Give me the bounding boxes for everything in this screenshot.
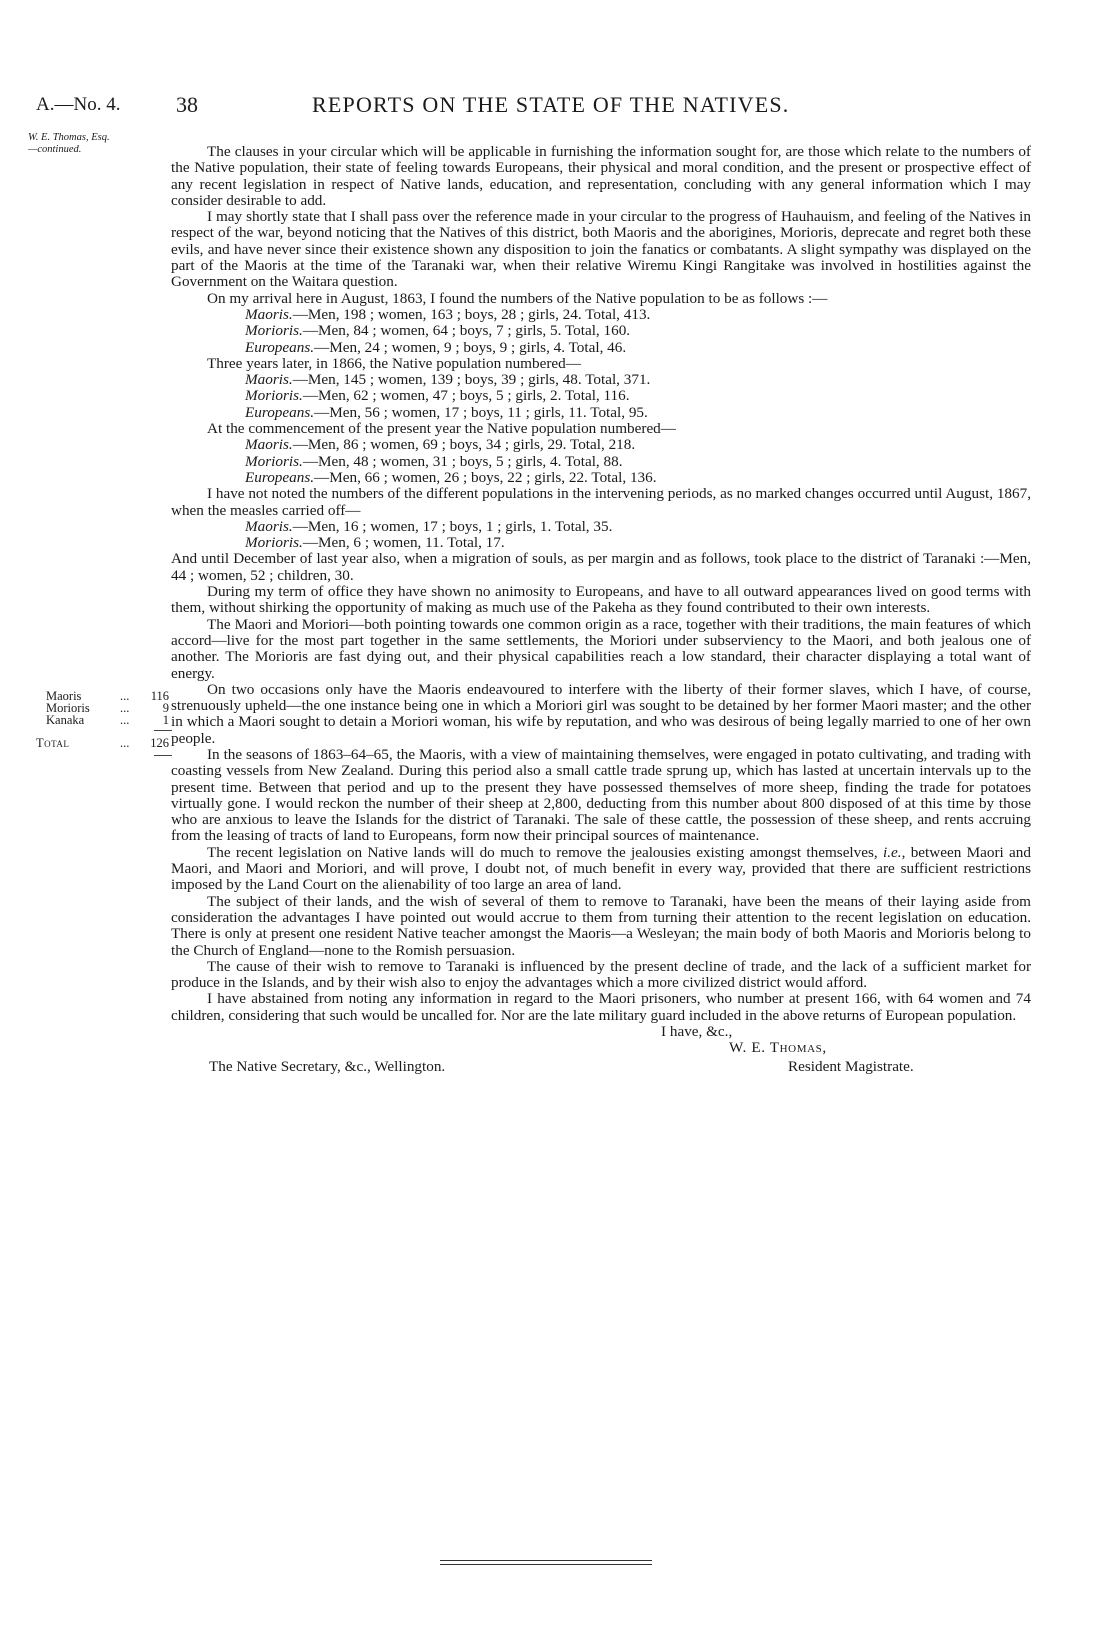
population-line [171, 388, 1031, 404]
margin-row [36, 714, 171, 726]
page-title: REPORTS ON THE STATE OF THE NATIVES. [312, 92, 790, 117]
population-label: Maoris. [245, 436, 293, 454]
paragraph: The Maori and Moriori—both pointing towards one common origin as a race, together with their traditions, the main features of which accord—live for the most part together in the same settlements, the Moriori under subserviency to the Maori, and both jealous one of another. The Morioris are fast dying out, and their physical capabilities reach a low standard, their character displaying a total want of energy. [171, 615, 1031, 682]
paragraph-text: The recent legislation on Native lands will do much to remove the jealousies existing amongst themselves, [207, 843, 884, 861]
population-label: Maoris. [245, 371, 293, 389]
end-rule [440, 1564, 652, 1565]
paragraph: The subject of their lands, and the wish of several of them to remove to Taranaki, have been the means of their laying aside from consideration the advantages I have pointed out would accrue to them from turning their attention to the recent legislation on education. There is only at present one resident Native teacher amongst the Maoris—a Wesleyan; the main body of both Maoris and Morioris belong to the Church of England—none to the Romish persuasion. [171, 892, 1031, 959]
population-line [171, 535, 1031, 551]
addressee: The Native Secretary, &c., Wellington. [209, 1058, 446, 1076]
population-label: Morioris. [245, 387, 303, 405]
population-figures: —Men, 56 ; women, 17 ; boys, 11 ; girls, 11. Total, 95. [314, 403, 648, 421]
paragraph: And until December of last year also, when a migration of souls, as per margin and as follows, took place to the district of Taranaki :—Men, 44 ; women, 52 ; children, 30. [171, 550, 1031, 584]
margin-total-label: Total [36, 736, 70, 750]
population-figures: —Men, 6 ; women, 11. Total, 17. [302, 534, 505, 552]
page-number: 38 [176, 92, 198, 117]
paragraph: On my arrival here in August, 1863, I found the numbers of the Native population to be as follows :— [207, 289, 828, 307]
paragraph: Three years later, in 1866, the Native population numbered— [207, 354, 581, 372]
population-label: Europeans. [245, 338, 315, 356]
margin-migration-table [36, 690, 171, 750]
margin-sum-rule [154, 730, 172, 731]
margin-total-row [36, 736, 171, 750]
population-label: Europeans. [245, 468, 315, 486]
margin-total-value: 126 [150, 736, 169, 750]
margin-row-value: 1 [162, 713, 169, 727]
paragraph: I have abstained from noting any information in regard to the Maori prisoners, who number at present 166, with 64 women and 74 children, considering that such would be uncalled for. Nor are the late military guard included in the above returns of European population. [171, 990, 1031, 1024]
population-label: Morioris. [245, 322, 303, 340]
population-label: Europeans. [245, 403, 315, 421]
population-figures: —Men, 198 ; women, 163 ; boys, 28 ; girls, 24. Total, 413. [292, 305, 651, 323]
paragraph: In the seasons of 1863–64–65, the Maoris, with a view of maintaining themselves, were engaged in potato cultivating, and trading with coasting vessels from New Zealand. During this period also a small cattle trade sprung up, which has lasted at uncertain intervals up to the present time. Between that period and up to the present they have possessed themselves of more sheep, finding the trade for potatoes virtually gone. I would reckon the number of their sheep at 2,800, deducting from this number about 800 disposed of at this time by those who are anxious to leave the Islands for the district of Taranaki. The sale of these cattle, the possession of these sheep, and rents accruing from the leasing of tracts of land to Europeans, form now their principal sources of maintenance. [171, 745, 1031, 845]
author-name: W. E. Thomas, Esq. [28, 132, 110, 143]
population-figures: —Men, 145 ; women, 139 ; boys, 39 ; girls, 48. Total, 371. [292, 371, 651, 389]
paragraph-text: , between Maori and Maori, and Maori and Moriori, and will prove, I doubt not, of much benefit in every way, provided that there are sufficient restrictions imposed by the Land Court on the alienability of too large an area of land. [171, 843, 1031, 894]
margin-total-dots: ... [120, 736, 130, 750]
margin-row-value: 9 [162, 701, 169, 715]
population-label: Maoris. [245, 305, 293, 323]
signatory-title: Resident Magistrate. [788, 1058, 914, 1076]
paragraph: The cause of their wish to remove to Taranaki is influenced by the present decline of trade, and the lack of a sufficient market for produce in the Islands, and by their wish also to enjoy the advantages which a more civilized district would afford. [171, 957, 1031, 992]
population-figures: —Men, 86 ; women, 69 ; boys, 34 ; girls, 29. Total, 218. [292, 436, 636, 454]
population-line [171, 372, 1031, 388]
end-rule [440, 1560, 652, 1561]
population-figures: —Men, 84 ; women, 64 ; boys, 7 ; girls, 5. Total, 160. [302, 322, 631, 340]
population-line [171, 519, 1031, 535]
paragraph-italic: i.e. [883, 843, 902, 861]
paragraph: I have not noted the numbers of the different populations in the intervening periods, as no marked changes occurred until August, 1867, when the measles carried off— [171, 485, 1031, 519]
population-figures: —Men, 62 ; women, 47 ; boys, 5 ; girls, 2. Total, 116. [302, 387, 630, 405]
margin-row-name: Morioris [46, 701, 90, 715]
paragraph [171, 845, 1031, 894]
population-figures: —Men, 48 ; women, 31 ; boys, 5 ; girls, 4. Total, 88. [302, 452, 623, 470]
margin-row-dots: ... [120, 713, 130, 727]
continued-note: —continued. [28, 144, 82, 155]
population-line [171, 340, 1031, 356]
margin-row-name: Kanaka [46, 713, 85, 727]
population-line [171, 323, 1031, 339]
population-figures: —Men, 66 ; women, 26 ; boys, 22 ; girls, 22. Total, 136. [314, 468, 657, 486]
margin-author-note [28, 132, 178, 156]
population-line [171, 437, 1031, 453]
paragraph: During my term of office they have shown no animosity to Europeans, and have to all outward appearances lived on good terms with them, without shirking the opportunity of making as much use of the Pakeha as they found contributed to their own interests. [171, 583, 1031, 617]
population-line [171, 470, 1031, 486]
population-label: Maoris. [245, 517, 293, 535]
margin-row-dots: ... [120, 701, 130, 715]
population-line [171, 307, 1031, 323]
margin-row-value: 116 [150, 689, 169, 703]
letter-closing [171, 1024, 1031, 1088]
population-figures: —Men, 24 ; women, 9 ; boys, 9 ; girls, 4. Total, 46. [314, 338, 627, 356]
signature: W. E. Thomas, [729, 1039, 827, 1057]
paragraph: I may shortly state that I shall pass over the reference made in your circular to the progress of Hauhauism, and feeling of the Natives in respect of the war, beyond noticing that the Natives of this district, both Maoris and the aborigines, Morioris, deprecate and regret both these evils, and have never since their existence shown any disposition to join the fanatics or combatants. A slight sympathy was displayed on the part of the Maoris at the time of the Taranaki war, when their relative Wiremu Kingi Rangitake was involved in hostilities against the Government on the Waitara question. [171, 208, 1031, 291]
paragraph: The clauses in your circular which will be applicable in furnishing the information sought for, are those which relate to the numbers of the Native population, their state of feeling towards Europeans, their physical and moral condition, and the present or prospective effect of any recent legislation in respect of Native lands, education, and representation, concluding with any general information which I may consider desirable to add. [171, 143, 1031, 209]
letter-body [171, 144, 1031, 1088]
paragraph: At the commencement of the present year the Native population numbered— [207, 420, 676, 438]
population-label: Morioris. [245, 452, 303, 470]
population-label: Morioris. [245, 534, 303, 552]
margin-total-rule [154, 755, 172, 756]
population-line [171, 405, 1031, 421]
document-reference: A.—No. 4. [36, 94, 121, 115]
salutation: I have, &c., [661, 1023, 733, 1041]
page-header [36, 92, 1076, 126]
margin-row-name: Maoris [46, 689, 82, 703]
paragraph: On two occasions only have the Maoris endeavoured to interfere with the liberty of their former slaves, which I have, of course, strenuously upheld—the one instance being one in which a Moriori girl was sought to be detained by her former Maori master; and the other in which a Maori sought to detain a Moriori woman, his wife by reputation, and who was desirous of being legally married to one of her own people. [171, 680, 1031, 747]
population-line [171, 454, 1031, 470]
margin-row-dots: ... [120, 689, 130, 703]
population-figures: —Men, 16 ; women, 17 ; boys, 1 ; girls, 1. Total, 35. [292, 517, 613, 535]
